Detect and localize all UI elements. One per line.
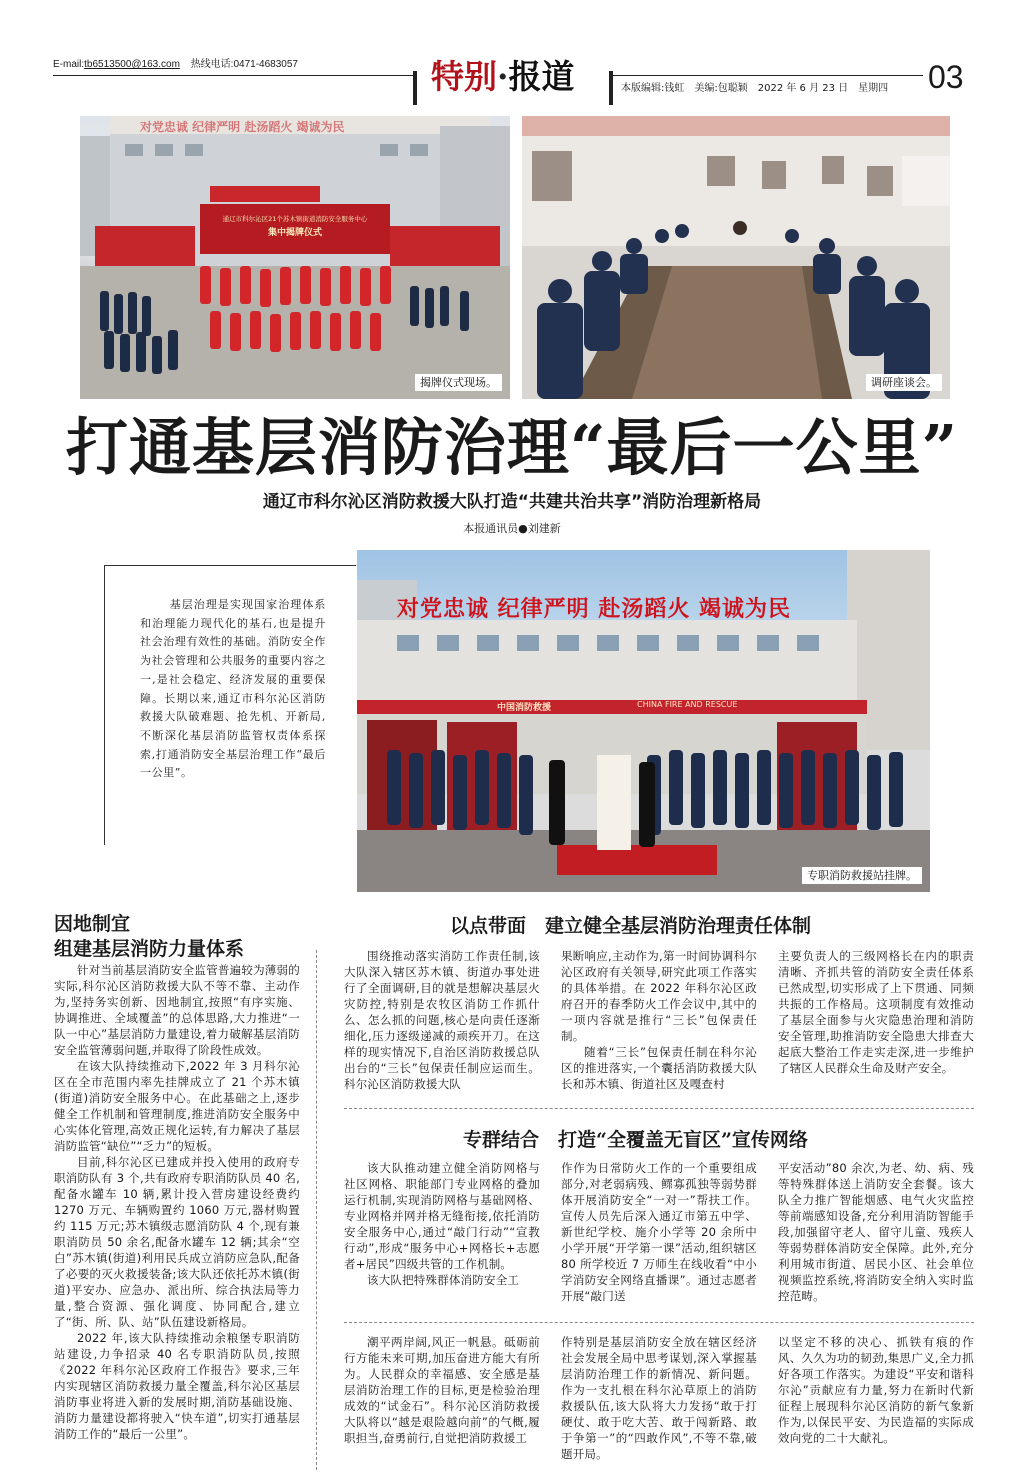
photo-unveiling-ceremony xyxy=(80,116,510,399)
photo3-banner: 对党忠诚 纪律严明 赴汤蹈火 竭诚为民 xyxy=(397,597,791,622)
photo3-building-sign: 中国消防救援 xyxy=(497,703,552,713)
header-rule-right xyxy=(613,75,923,76)
section3-title-a: 专群结合 xyxy=(463,1129,540,1151)
subheadline: 通辽市科尔沁区消防救援大队打造“共建共治共享”消防治理新格局 xyxy=(262,492,762,512)
closing-col2 xyxy=(561,1334,757,1462)
photo-caption: 调研座谈会。 xyxy=(866,374,942,391)
section-title xyxy=(431,55,575,99)
section-dot: · xyxy=(497,57,509,96)
photo-caption: 专职消防救援站挂牌。 xyxy=(802,867,922,884)
section1-body xyxy=(54,962,300,1442)
section-divider xyxy=(344,1322,974,1323)
section1-title xyxy=(54,912,344,962)
section3-col3 xyxy=(778,1160,974,1304)
section-title-b: 报道 xyxy=(508,57,575,96)
masthead xyxy=(53,55,978,105)
section3-text: 该大队把特殊群体消防安全工 xyxy=(367,1273,520,1287)
section1-paragraph: 2022 年,该大队持续推动余粮堡专职消防站建设,力争招录 40 名专职消防队员,按照《2022 年科尔沁区政府工作报告》要求,三年内实现辖区消防救援力量全覆盖,科尔沁区基层消防事业将进入新的发展时期,消防基础设施、消防力量建设都将驶入“快车道”,切实打通基层消防工作的“最后一公里”。 xyxy=(54,1331,300,1441)
column-divider xyxy=(316,950,317,1470)
closing-text: 潮平两岸阔,风正一帆悬。砥砺前行方能未来可期,加压奋进方能大有所为。人民群众的幸福感、安全感是基层消防治理工作的目标,更是检验治理成效的“试金石”。科尔沁区消防救援大队将以“越是艰险越向前”的气概,履职担当,奋勇前行,自觉把消防救援工 xyxy=(344,1335,540,1445)
photo-unveiling-graphic xyxy=(80,116,510,399)
section2-col3 xyxy=(778,948,974,1076)
photo-meeting xyxy=(522,116,950,399)
section1-title-a: 因地制宜 xyxy=(54,913,131,935)
section2-col1 xyxy=(344,948,540,1092)
section1-paragraph: 在该大队持续推动下,2022 年 3 月科尔沁区在全市范围内率先挂牌成立了 21 个苏木镇(街道)消防安全服务中心。在此基础之上,逐步健全工作机制和管理制度,推进消防安全服务中心实体化管理,高效正规化运转,有力解决了基层消防监管“缺位”“乏力”的短板。 xyxy=(54,1059,300,1153)
section2-text: 主要负责人的三级网格长在内的职责清晰、齐抓共管的消防安全责任体系已然成型,切实形成了上下贯通、同频共振的工作格局。这项制度有效推动了基层全面参与火灾隐患治理和消防安全管理,助推消防安全隐患大排查大起底大整治工作走实走深,进一步维护了辖区人民群众生命及财产安全。 xyxy=(778,949,974,1075)
section2-title-a: 以点带面 xyxy=(450,915,527,937)
header-rule-left xyxy=(53,75,413,76)
section1-paragraph: 针对当前基层消防安全监管普遍较为薄弱的实际,科尔沁区消防救援大队不等不靠、主动作为,坚持务实创新、因地制宜,按照“有序实施、协调推进、全域覆盖”的总体思路,大力推进“一队一中心”基层消防力量建设,着力破解基层消防安全监管薄弱问题,并取得了阶段性成效。 xyxy=(54,963,300,1057)
byline: 本报通讯员●刘建新 xyxy=(463,522,561,535)
closing-col1 xyxy=(344,1334,540,1446)
closing-text: 作特别是基层消防安全放在辖区经济社会发展全局中思考谋划,深入掌握基层消防治理工作的新情况、新问题。作为一支扎根在科尔沁草原上的消防救援队伍,该大队将大力发扬“敢于打硬仗、敢于吃大苦、敢于闯新路、敢于争第一”的“四敢作风”,不等不靠,破题开局。 xyxy=(561,1335,757,1461)
header-bar-right xyxy=(609,71,613,105)
photo1-sign2: 集中揭牌仪式 xyxy=(267,228,322,238)
section3-title xyxy=(463,1127,913,1153)
section-title-a: 特别 xyxy=(431,57,497,96)
header-bar-left xyxy=(413,71,417,105)
section2-text: 果断响应,主动作为,第一时间协调科尔沁区政府有关领导,研究此项工作落实的具体举措。在 2022 年科尔沁区政府召开的春季防火工作会议中,其中的一项内容就是推行“三长”包保责任制。 xyxy=(561,949,757,1043)
section-divider xyxy=(344,1108,974,1109)
section1-title-b: 组建基层消防力量体系 xyxy=(54,938,245,960)
contact-line xyxy=(53,58,383,72)
section2-title xyxy=(450,913,910,939)
page-number: 03 xyxy=(928,59,964,95)
section2-title-b: 建立健全基层消防治理责任体制 xyxy=(545,915,812,937)
intro-text: 基层治理是实现国家治理体系和治理能力现代化的基石,也是提升社会治理有效性的基础。消防安全作为社会管理和公共服务的重要内容之一,是社会稳定、经济发展的重要保障。长期以来,通辽市科尔沁区消防救援大队破难题、抢先机、开新局,不断深化基层消防监管权责体系探索,打通消防安全基层治理工作“最后一公里”。 xyxy=(140,598,326,780)
section3-text: 该大队推动建立健全消防网格与社区网格、职能部门专业网格的叠加运行机制,实现消防网格与基础网格、专业网格并网并格无缝衔接,依托消防安全服务中心,通过“敲门行动”“宣教行动”,形成“服务中心+网格长+志愿者+居民”四级共管的工作机制。 xyxy=(344,1161,540,1271)
section3-text: 作作为日常防火工作的一个重要组成部分,对老弱病残、鳏寡孤独等弱势群体开展消防安全“一对一”帮扶工作。宣传人员先后深入通辽市第五中学、新世纪学校、施介小学等 20 余所中小学开展“开学第一课”活动,组织辖区 80 所学校近 7 万师生在线收看“中小学消防安全网络直播课”。通过志愿者开展“敲门送 xyxy=(561,1161,757,1303)
section2-text: 随着“三长”包保责任制在科尔沁区的推进落实,一个囊括消防救援大队长和苏木镇、街道社区及嘎查村 xyxy=(561,1045,757,1091)
intro-box xyxy=(104,565,356,845)
section3-col2 xyxy=(561,1160,757,1304)
editors: 本版编辑:钱虹 美编:包聪颖 xyxy=(621,83,748,94)
photo-caption: 揭牌仪式现场。 xyxy=(415,374,502,391)
headline: 打通基层消防治理“最后一公里” xyxy=(65,411,959,484)
closing-text: 以坚定不移的决心、抓铁有痕的作风、久久为功的韧劲,集思广义,全力抓好各项工作落实。为建设“平安和谐科尔沁”贡献应有力量,努力在新时代新征程上展现科尔沁区消防的新气象新作为,以保民平安、为民造福的实际成效向党的二十大献礼。 xyxy=(778,1335,974,1445)
section3-col1 xyxy=(344,1160,540,1288)
section3-title-b: 打造“全覆盖无盲区”宣传网络 xyxy=(558,1129,808,1151)
photo1-sign: 通辽市科尔沁区21个苏木镇街道消防安全服务中心 xyxy=(222,215,368,223)
email-link[interactable]: tb6513500@163.com xyxy=(84,59,180,70)
closing-col3 xyxy=(778,1334,974,1446)
section1-paragraph: 目前,科尔沁区已建成并投入使用的政府专职消防队有 3 个,共有政府专职消防队员 40 名,配备水罐车 10 辆,累计投入营房建设经费约 1270 万元、车辆购置约 1060 万元,器材购置约 115 万元;苏木镇级志愿消防队 4 个,现有兼职消防员 50 余名,配备水罐车 12 辆;其余“空白”苏木镇(街道)利用民兵成立消防应急队,配备了必要的灭火救援装备;该大队还依托苏木镇(街道)平安办、应急办、派出所、综合执法局等力量,整合资源、强化调度、协同配合,建立了“街、所、队、站”队伍建设新格局。 xyxy=(54,1155,300,1329)
hotline: 0471-4683057 xyxy=(233,59,298,70)
photo-station-plaque xyxy=(357,550,930,892)
hotline-label: 热线电话: xyxy=(190,59,234,70)
photo3-building-sign-en: CHINA FIRE AND RESCUE xyxy=(637,700,738,709)
photo1-banner: 对党忠诚 纪律严明 赴汤蹈火 竭诚为民 xyxy=(140,120,345,134)
issue-date: 2022 年 6 月 23 日 星期四 xyxy=(757,83,889,94)
editors-line xyxy=(621,79,921,94)
photo-meeting-graphic xyxy=(522,116,950,399)
section3-text: 平安活动”80 余次,为老、幼、病、残等特殊群体送上消防安全套餐。该大队全力推广智能烟感、电气火灾监控等前端感知设备,充分利用消防智能手段,加强留守老人、留守儿童、残疾人等弱势群体消防安全保障。此外,充分利用城市街道、居民小区、社会单位视频监控系统,将消防安全纳入实时监控范畴。 xyxy=(778,1161,974,1303)
section2-text: 围绕推动落实消防工作责任制,该大队深入辖区苏木镇、街道办事处进行了全面调研,目的就是想解决基层火灾防控,特别是农牧区消防工作抓什么、怎么抓的问题,核心是向责任逐渐细化,压力逐级递减的顽疾开刀。在这样的现实情况下,自治区消防救援总队出台的“三长”包保责任制应运而生。科尔沁区消防救援大队 xyxy=(344,949,540,1091)
email-label: E-mail: xyxy=(53,59,85,70)
section2-col2 xyxy=(561,948,757,1092)
